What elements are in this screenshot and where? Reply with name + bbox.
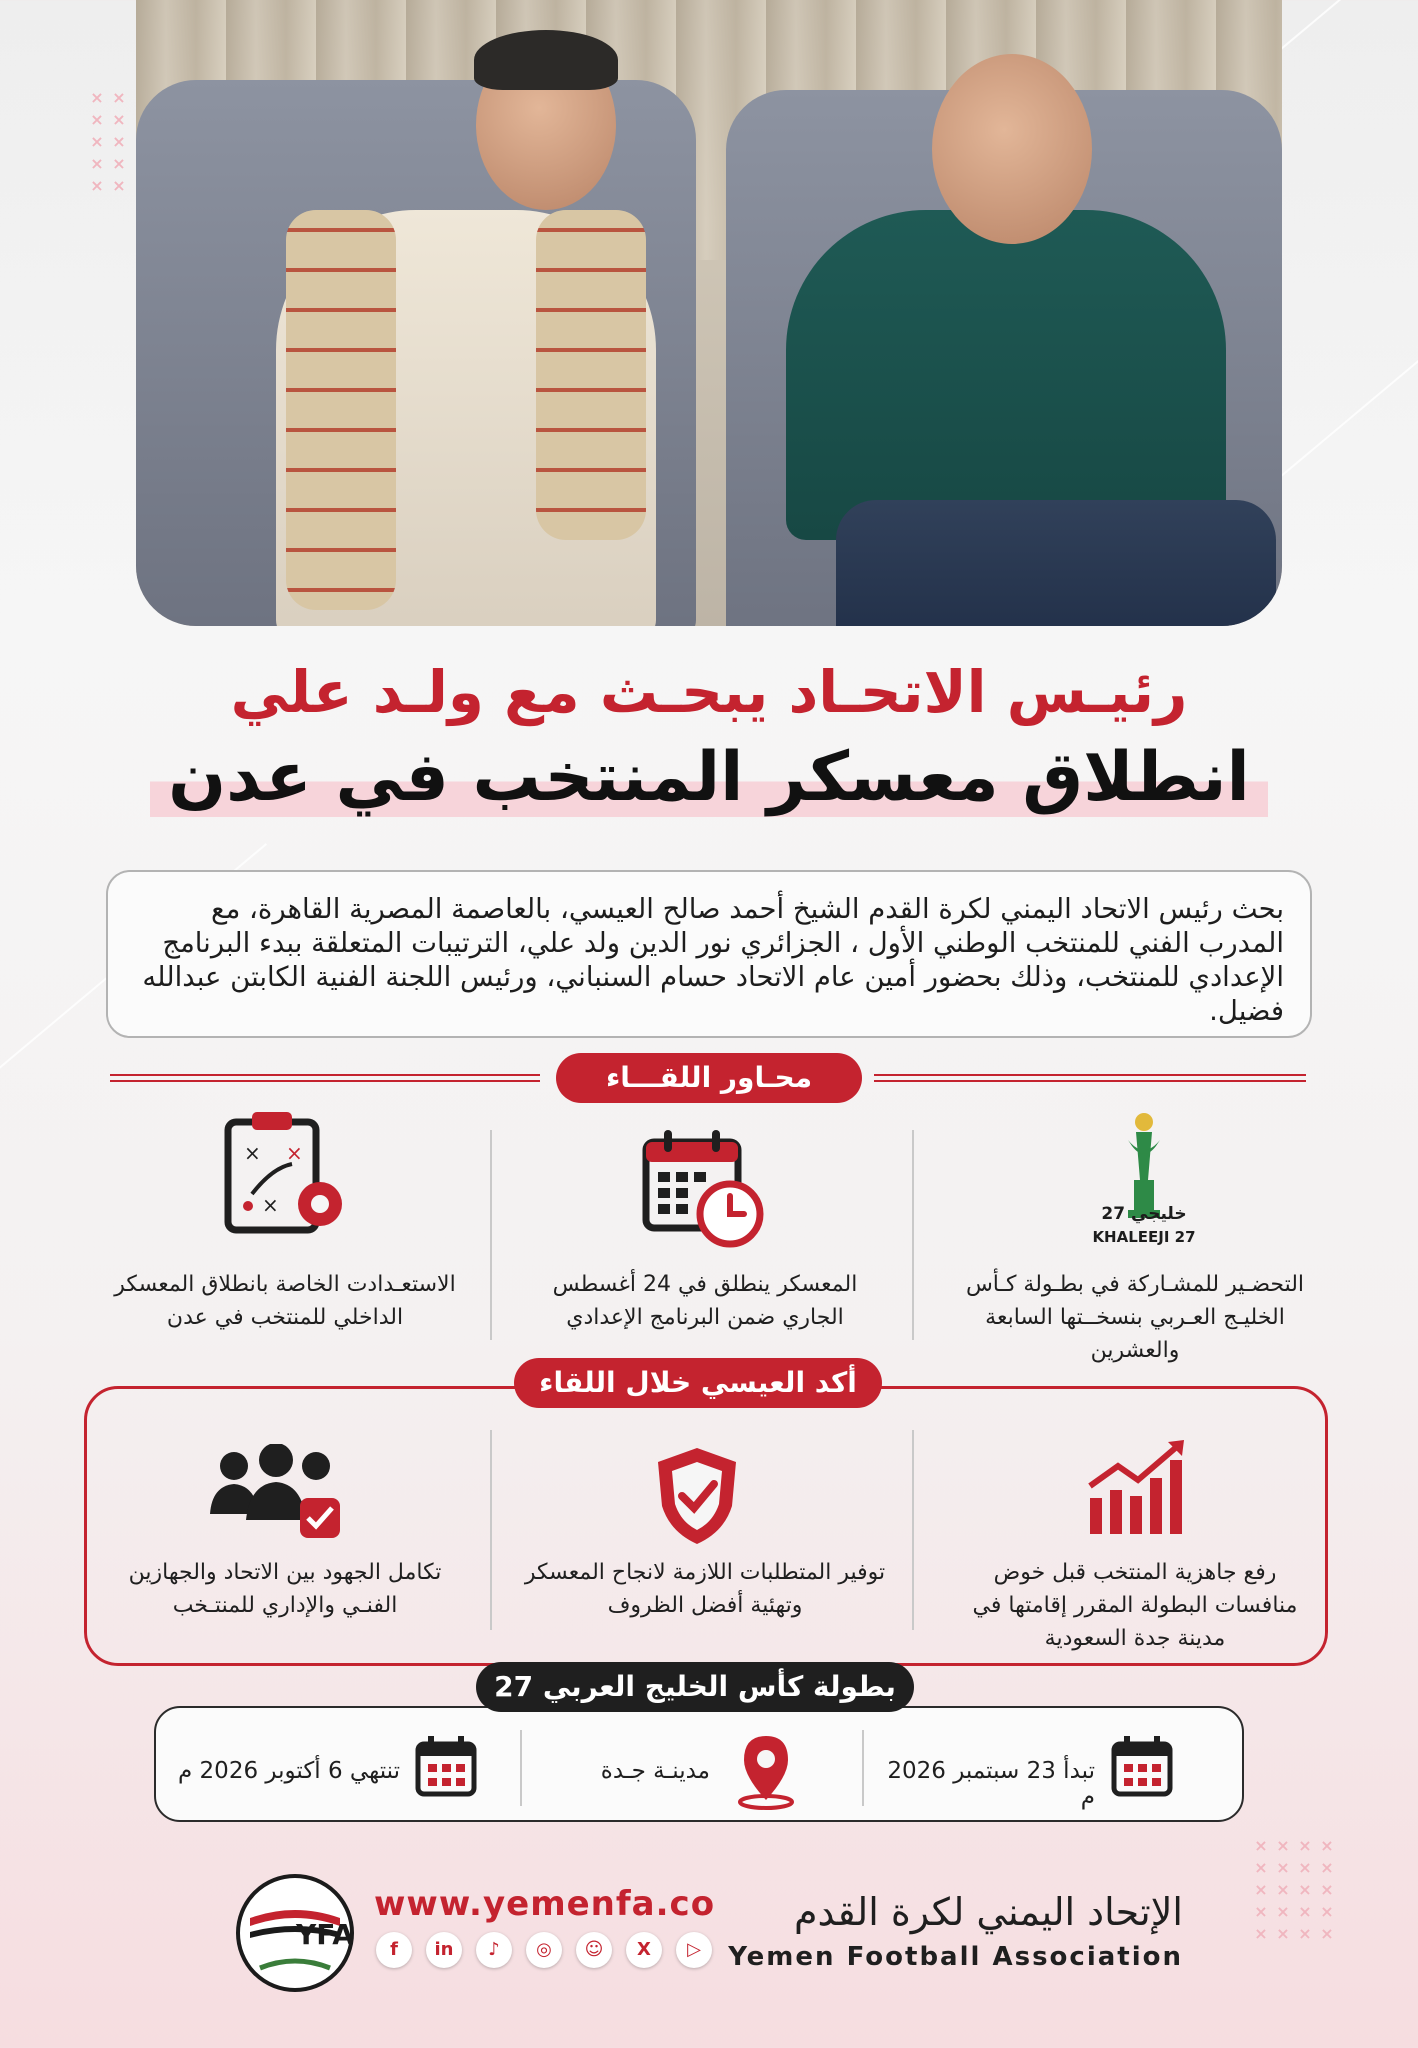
facebook-icon[interactable]: f [376, 1932, 412, 1968]
khaleeji-logo-ar: خليجي 27 [1101, 1204, 1187, 1224]
meeting-item-2-text: المعسكر ينطلق في 24 أغسطس الجاري ضمن البرنامج الإعدادي [552, 1272, 858, 1330]
assertion-item-3-text: تكامل الجهود بين الاتحاد والجهازين الفنـي والإداري للمنتـخب [128, 1560, 442, 1618]
yfa-logo [236, 1874, 354, 1992]
svg-text:×: × [262, 1193, 279, 1217]
org-name-ar: الإتحاد اليمني لكرة القدم [793, 1890, 1183, 1934]
section-divider [874, 1074, 1306, 1082]
intro-box [106, 870, 1312, 1038]
tournament-end: تنتهي 6 أكتوبر 2026 م [177, 1758, 400, 1784]
team-check-icon [206, 1444, 346, 1544]
decor-dots: × × × × × × × × × × × × × × × × × × × × [1254, 1836, 1334, 1943]
rising-chart-icon [1084, 1436, 1194, 1536]
svg-text:×: × [286, 1141, 303, 1165]
tiktok-icon[interactable]: ♪ [476, 1932, 512, 1968]
column-divider [520, 1730, 522, 1806]
svg-text:×: × [244, 1141, 261, 1165]
instagram-icon[interactable]: ◎ [526, 1932, 562, 1968]
website-link[interactable]: www.yemenfa.co [374, 1884, 716, 1924]
calendar-icon [1110, 1734, 1174, 1798]
logo-text: YFA [296, 1918, 350, 1951]
snapchat-icon[interactable]: ☺ [576, 1932, 612, 1968]
khaleeji-logo-en: KHALEEJI 27 [1092, 1228, 1196, 1246]
linkedin-icon[interactable]: in [426, 1932, 462, 1968]
decor-dots: × × × × × × × × × × [90, 88, 126, 195]
column-divider [912, 1130, 914, 1340]
column-divider [912, 1430, 914, 1630]
tournament-start: تبدأ 23 سبتمبر 2026 م [887, 1758, 1095, 1810]
calendar-clock-icon [640, 1126, 766, 1250]
meeting-heading: محـاور اللقـــاء [556, 1053, 862, 1103]
tactics-board-icon [222, 1108, 352, 1238]
headline-line1: رئيـس الاتحـاد يبحـث مع ولـد علي [230, 658, 1188, 726]
meeting-item-3-text: الاستعـدادت الخاصة بانطلاق المعسكر الداخلي للمنتخب في عدن [114, 1272, 456, 1330]
assertion-item-1-text: رفع جاهزية المنتخب قبل خوض منافسات البطولة المقرر إقامتها في مدينة جدة السعودية [972, 1560, 1298, 1651]
headline-line2-wrap [0, 738, 1418, 817]
tournament-location: مدينـة جـدة [600, 1758, 710, 1784]
assertions-heading: أكد العيسي خلال اللقاء [514, 1358, 882, 1408]
assertion-item-2-text: توفير المتطلبات اللازمة لانجاح المعسكر وتهئية أفضل الظروف [524, 1560, 886, 1618]
column-divider [862, 1730, 864, 1806]
org-name-en: Yemen Football Association [728, 1942, 1183, 1972]
calendar-icon [414, 1734, 478, 1798]
headline-line2: انطلاق معسكر المنتخب في عدن [150, 738, 1268, 817]
x-icon[interactable]: X [626, 1932, 662, 1968]
column-divider [490, 1130, 492, 1340]
location-pin-icon [736, 1732, 796, 1810]
section-divider [110, 1074, 540, 1082]
hero-photo [136, 0, 1282, 626]
tournament-heading: بطولة كأس الخليج العربي 27 [476, 1662, 914, 1712]
column-divider [490, 1430, 492, 1630]
shield-check-icon [652, 1444, 742, 1548]
youtube-icon[interactable]: ▷ [676, 1932, 712, 1968]
meeting-item-1-text: التحضـير للمشـاركة في بطـولة كـأس الخليـج العـربي بنسخــتها السابعة والعشرين [965, 1272, 1305, 1363]
intro-text: بحث رئيس الاتحاد اليمني لكرة القدم الشيخ أحمد صالح العيسي، بالعاصمة المصرية القاهرة، مع المدرب الفني للمنتخب الوطني الأول ، الجزائري نور الدين ولد علي، الترتيبات المتعلقة ببدء البرنامج الإعدادي للمنتخب، وذلك بحضور أمين عام الاتحاد حسام السنباني، ورئيس اللجنة الفنية الكابتن عبدالله فضيل. [142, 893, 1284, 1027]
